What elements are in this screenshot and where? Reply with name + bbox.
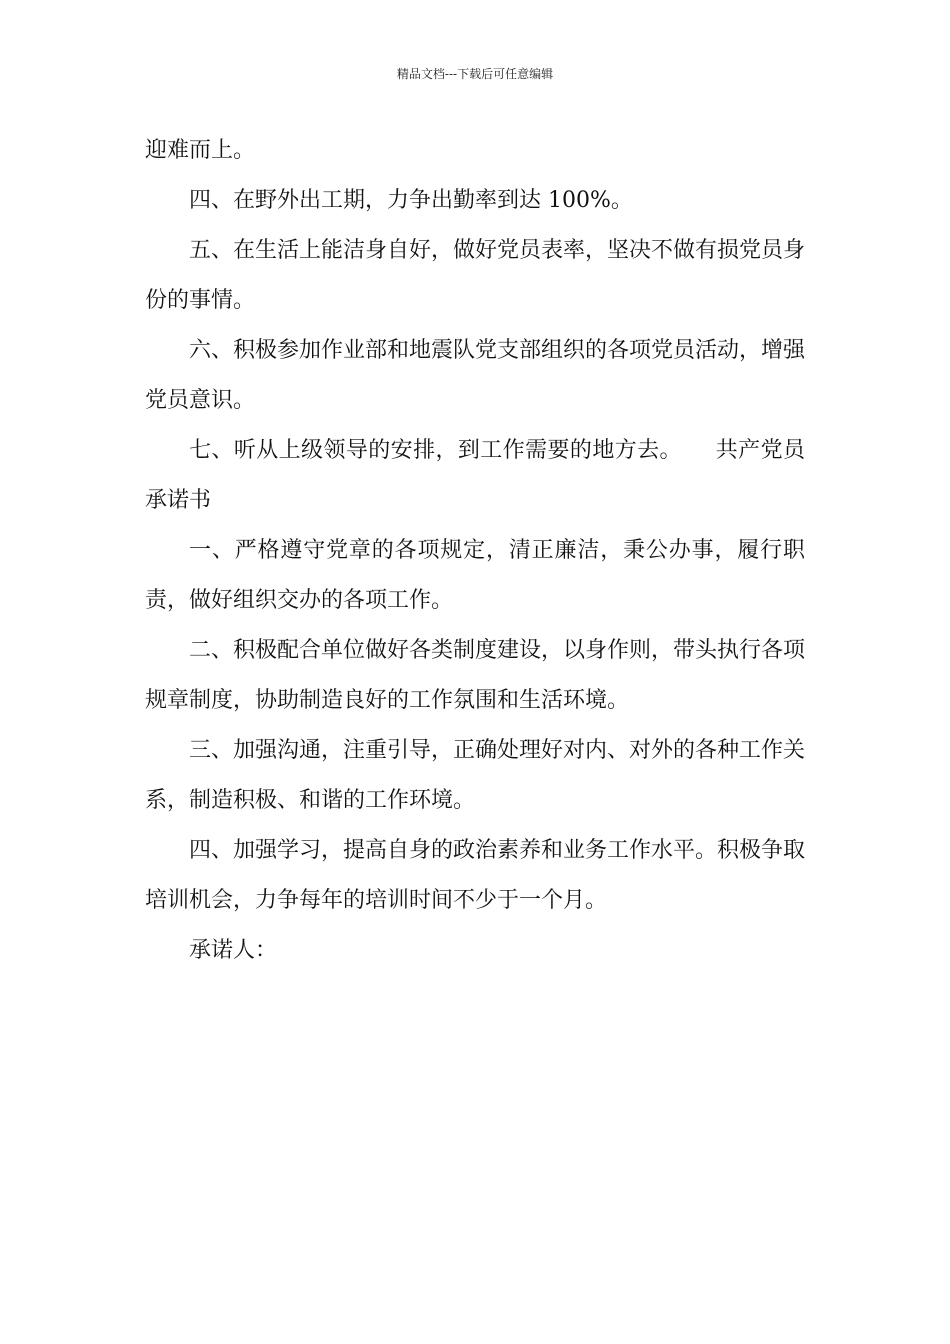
paragraph-item-6-activities: 六、积极参加作业部和地震队党支部组织的各项党员活动，增强党员意识。 [145, 338, 806, 413]
paragraph-pledge-item-3: 三、加强沟通，注重引导，正确处理好对内、对外的各种工作关系，制造积极、和谐的工作环境。 [145, 738, 806, 813]
paragraph-continuation: 迎难而上。 [145, 138, 256, 163]
page-header: 精品文档---下载后可任意编辑 [396, 67, 554, 81]
paragraph-pledge-item-1: 一、严格遵守党章的各项规定，清正廉洁，秉公办事，履行职责，做好组织交办的各项工作。 [145, 538, 805, 613]
paragraph-pledge-item-2: 二、积极配合单位做好各类制度建设，以身作则，带头执行各项规章制度，协助制造良好的工作氛围和生活环境。 [145, 638, 806, 713]
signature-label: 承诺人： [189, 938, 278, 963]
paragraph-pledge-item-4: 四、加强学习，提高自身的政治素养和业务工作水平。积极争取培训机会，力争每年的培训时间不少于一个月。 [145, 838, 806, 913]
paragraph-item-7-assignment: 七、听从上级领导的安排，到工作需要的地方去。 共产党员承诺书 [145, 438, 805, 513]
paragraph-item-4-attendance: 四、在野外出工期，力争出勤率到达 100%。 [189, 188, 633, 213]
paragraph-item-5-conduct: 五、在生活上能洁身自好，做好党员表率，坚决不做有损党员身份的事情。 [145, 238, 806, 313]
document-body [145, 126, 805, 976]
